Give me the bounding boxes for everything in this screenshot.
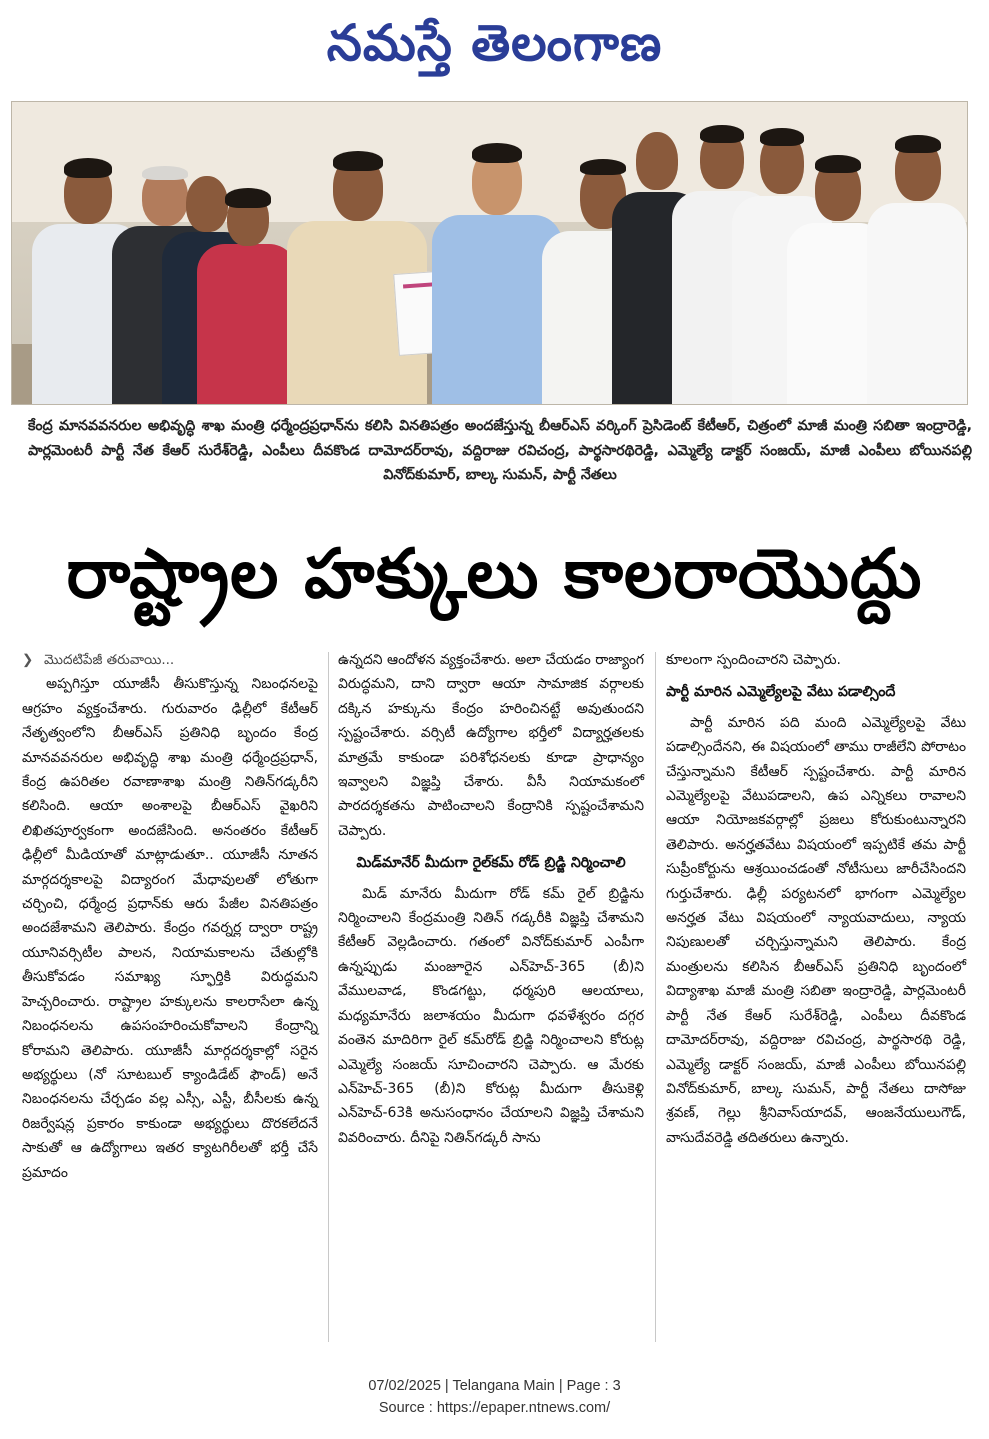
- masthead-title: నమస్తే తెలంగాణ: [326, 13, 663, 72]
- article-subheading: మిడ్‌మానేర్ మీదుగా రైల్‌కమ్ రోడ్ బ్రిడ్జి నిర్మించాలి: [356, 855, 626, 872]
- article-paragraph: కూలంగా స్పందించారని చెప్పారు.: [666, 652, 841, 668]
- article-column-2: [338, 648, 644, 1150]
- source-link[interactable]: Source : https://epaper.ntnews.com/: [378, 1400, 611, 1416]
- chevron-right-icon: ❯: [22, 652, 34, 668]
- article-column-3: [666, 648, 966, 1150]
- article-headline: రాష్ట్రాల హక్కులు కాలరాయొద్దు: [66, 535, 923, 614]
- article-paragraph: పార్టీ మారిన పది మంది ఎమ్మెల్యేలపై వేటు పడాల్సిందేనని, ఈ విషయంలో తాము రాజీలేని పోరాటం చేస్తున్నామని కేటీఆర్ స్పష్టంచేశారు. పార్టీ మారిన ఎమ్మెల్యేలపై వేటుపడాలని, ఉప ఎన్నికలు రావాలని ఆయా నియోజకవర్గాల్లో ప్రజలు కోరుకుంటున్నారని తెలిపారు. అనర్హతవేటు విషయంలో ఇప్పటికే తమ పార్టీ సుప్రీంకోర్టును ఆశ్రయించడంతో నోటీసులు జారీచేసిందని గుర్తుచేశారు. ఢిల్లీ పర్యటనలో భాగంగా ఎమ్మెల్యేల అనర్హత వేటు విషయంలో న్యాయవాదులు, న్యాయ నిపుణులతో చర్చిస్తున్నామని తెలిపారు. కేంద్ర మంత్రులను కలిసిన బీఆర్‌ఎస్ ప్రతినిధి బృందంలో విద్యాశాఖ మాజీ మంత్రి సబితా ఇంద్రారెడ్డి, పార్లమెంటరీ పార్టీ నేత కేఆర్ సురేశ్‌రెడ్డి, ఎంపీలు దీవకొండ దామోదర్‌రావు, వద్దిరాజు రవిచంద్ర, పార్థసారథి రెడ్డి, ఎమ్మెల్యే డాక్టర్ సంజయ్, మాజీ ఎంపీలు బోయినపల్లి వినోద్‌కుమార్, బాల్క సుమన్, పార్టీ నేతలు దాసోజు శ్రవణ్, గెల్లు శ్రీనివాస్‌యాదవ్, ఆంజనేయులుగౌడ్, వాసుదేవరెడ్డి తదితరులు ఉన్నారు.: [666, 714, 966, 1146]
- news-photo: [11, 101, 968, 405]
- article-column-1: [22, 648, 318, 1185]
- column-divider: [655, 652, 656, 1342]
- article-paragraph: మిడ్ మానేరు మీదుగా రోడ్ కమ్ రైల్ బ్రిడ్జిను నిర్మించాలని కేంద్రమంత్రి నితిన్ గడ్కరీకి విజ్ఞప్తి చేశామని కేటీఆర్ వెల్లడించారు. గతంలో వినోద్‌కుమార్ ఎంపీగా ఉన్నప్పుడు మంజూరైన ఎన్‌హెచ్-365 (బీ)ని వేములవాడ, కొండగట్టు, ధర్మపురి ఆలయాలు, మధ్యమానేరు జలాశయం మీదుగా ధవళేశ్వరం దగ్గర వంతెన మాదిరిగా రైల్ కమ్‌రోడ్ బ్రిడ్జి నిర్మించాలని కోరుట్ల ఎమ్మెల్యే సంజయ్ సూచించారని చెప్పారు. ఆ మేరకు ఎన్‌హెచ్-365 (బీ)ని కోరుట్ల మీదుగా తీసుకెళ్లి ఎన్‌హెచ్-63కి అనుసంధానం చేయాలని విజ్ఞప్తి చేశామని వివరించారు. దీనిపై నితిన్‌గడ్కరీ సాను: [338, 885, 644, 1146]
- article-paragraph: ఉన్నదని ఆందోళన వ్యక్తంచేశారు. అలా చేయడం రాజ్యాంగ విరుద్ధమని, దాని ద్వారా ఆయా సామాజిక వర్గాలకు దక్కిన హక్కును కేంద్రం హరించినట్టే అవుతుందని స్పష్టంచేశారు. వర్సిటీ ఉద్యోగాల భర్తీలో విద్యార్హతలకు మాత్రమే కాకుండా పరిశోధనలకు కూడా ప్రాధాన్యం ఇవ్వాలని విజ్ఞప్తి చేశారు. వీసీ నియామకంలో పారదర్శకతను పాటించాలని కేంద్రానికి స్పష్టంచేశామని చెప్పారు.: [338, 652, 644, 839]
- person-figure: [867, 127, 967, 404]
- page-footer: [0, 1375, 989, 1419]
- column-divider: [328, 652, 329, 1342]
- photo-caption: కేంద్ర మానవవనరుల అభివృద్ధి శాఖ మంత్రి ధర్మేంద్రప్రధాన్‌ను కలిసి వినతిపత్రం అందజేస్తున్న బీఆర్‌ఎస్ వర్కింగ్ ప్రెసిడెంట్ కేటీఆర్, చిత్రంలో మాజీ మంత్రి సబితా ఇంద్రారెడ్డి, పార్లమెంటరీ పార్టీ నేత కేఆర్ సురేశ్‌రెడ్డి, ఎంపీలు దీవకొండ దామోదర్‌రావు, వద్దిరాజు రవిచంద్ర, పార్థసారథిరెడ్డి, ఎమ్మెల్యే డాక్టర్ సంజయ్, మాజీ ఎంపీలు బోయినపల్లి వినోద్‌కుమార్, బాల్క సుమన్, పార్టీ నేతలు: [28, 418, 972, 484]
- edition-info: 07/02/2025 | Telangana Main | Page : 3: [368, 1378, 621, 1394]
- article-subheading: పార్టీ మారిన ఎమ్మెల్యేలపై వేటు పడాల్సిందే: [666, 684, 896, 701]
- person-figure: [287, 137, 427, 404]
- continued-marker: [22, 648, 318, 672]
- article-paragraph: అప్పగిస్తూ యూజీసీ తీసుకొస్తున్న నిబంధనలపై ఆగ్రహం వ్యక్తంచేశారు. గురువారం ఢిల్లీలో కేటీఆర్ నేతృత్వంలోని బీఆర్‌ఎస్ ప్రతినిధి బృందం కేంద్ర మానవవనరుల అభివృద్ధి శాఖ మంత్రి ధర్మేంద్రప్రధాన్, కేంద్ర ఉపరితల రవాణాశాఖ మంత్రి నితిన్‌గడ్కరీని కలిసింది. ఆయా అంశాలపై బీఆర్‌ఎస్ వైఖరిని లిఖితపూర్వకంగా అందజేసింది. అనంతరం కేటీఆర్ ఢిల్లీలో మీడియాతో మాట్లాడుతూ.. యూజీసీ నూతన మార్గదర్శకాలపై విద్యారంగ మేధావులతో లోతుగా చర్చించి, ధర్మేంద్ర ప్రధాన్‌కు ఆరు పేజీల వినతిపత్రం అందజేశామని తెలిపారు. కేంద్రం గవర్నర్ల ద్వారా రాష్ట్ర యూనివర్సిటీల పాలన, నియామకాలను చేతుల్లోకి తీసుకోవడం సమాఖ్య స్ఫూర్తికి విరుద్ధమని హెచ్చరించారు. రాష్ట్రాల హక్కులను కాలరాసేలా ఉన్న నిబంధనలను ఉపసంహరించుకోవాలని కేంద్రాన్ని కోరామని తెలిపారు. యూజీసీ మార్గదర్శకాల్లో సరైన అభ్యర్థులు (నో సూటబుల్ క్యాండిడేట్ ఫౌండ్) అనే నిబంధనలను చేర్చడం వల్ల ఎస్సీ, ఎస్టీ, బీసీలకు ఉన్న రిజర్వేషన్ల ప్రకారం కాకుండా అభ్యర్థులు దొరకలేదనే సాకుతో ఆ ఉద్యోగాలు ఇతర క్యాటగిరీలతో భర్తీ చేసే ప్రమాదం: [22, 676, 318, 1181]
- continued-label: మొదటిపేజీ తరువాయి...: [44, 652, 175, 668]
- person-figure: [197, 182, 297, 404]
